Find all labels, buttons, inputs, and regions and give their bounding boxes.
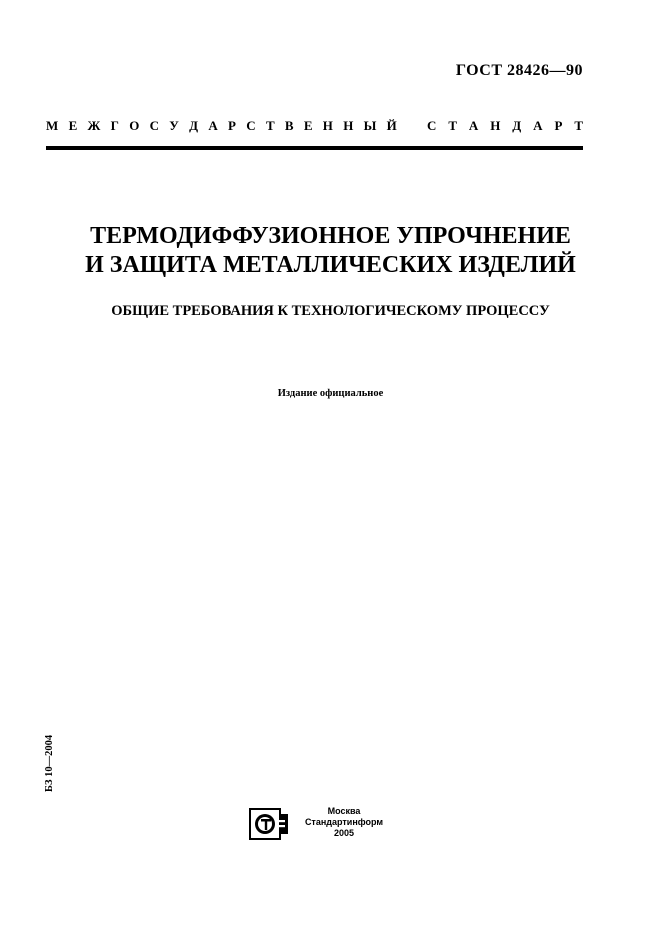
header-letter: Ы [363, 118, 377, 133]
publisher-name: Стандартинформ [304, 817, 384, 827]
header-word-standard [427, 118, 583, 134]
standartinform-logo-icon [249, 808, 289, 840]
header-letter: Г [110, 118, 119, 133]
header-letter: Н [343, 118, 354, 133]
header-letter: А [208, 118, 218, 133]
gost-number: ГОСТ 28426—90 [455, 62, 583, 79]
header-letter: А [468, 118, 479, 133]
publisher-year: 2005 [333, 828, 355, 838]
header-letter: С [246, 118, 256, 133]
header-letter: Н [322, 118, 333, 133]
header-letter: Н [490, 118, 501, 133]
header-word-interstate [46, 118, 397, 134]
edition-note: Издание официальное [277, 388, 384, 399]
header-letter: Ж [87, 118, 101, 133]
document-subtitle: ОБЩИЕ ТРЕБОВАНИЯ К ТЕХНОЛОГИЧЕСКОМУ ПРОЦЕССУ [111, 303, 550, 319]
standard-type-header [46, 118, 583, 134]
header-letter: А [533, 118, 543, 133]
header-letter: Т [448, 118, 457, 133]
publisher-block [296, 806, 392, 839]
header-letter: М [46, 118, 59, 133]
header-letter: С [149, 118, 160, 133]
header-rule [46, 146, 583, 150]
header-letter: О [129, 118, 140, 133]
publisher-city: Москва [327, 806, 361, 816]
document-title [0, 222, 661, 280]
header-letter: С [427, 118, 437, 133]
header-letter: Е [68, 118, 78, 133]
header-letter: Д [512, 118, 522, 133]
header-letter: Р [228, 118, 236, 133]
header-gap [397, 118, 427, 134]
header-letter: Д [189, 118, 199, 133]
header-letter: Р [554, 118, 563, 133]
header-letter: Й [386, 118, 397, 133]
side-code: БЗ 10—2004 [44, 734, 55, 792]
header-letter: Е [303, 118, 313, 133]
header-letter: Т [265, 118, 275, 133]
header-letter: У [169, 118, 179, 133]
header-letter: Т [574, 118, 583, 133]
header-letter: В [284, 118, 294, 133]
title-line-1: ТЕРМОДИФФУЗИОННОЕ УПРОЧНЕНИЕ [90, 223, 571, 249]
title-line-2: И ЗАЩИТА МЕТАЛЛИЧЕСКИХ ИЗДЕЛИЙ [85, 252, 576, 278]
